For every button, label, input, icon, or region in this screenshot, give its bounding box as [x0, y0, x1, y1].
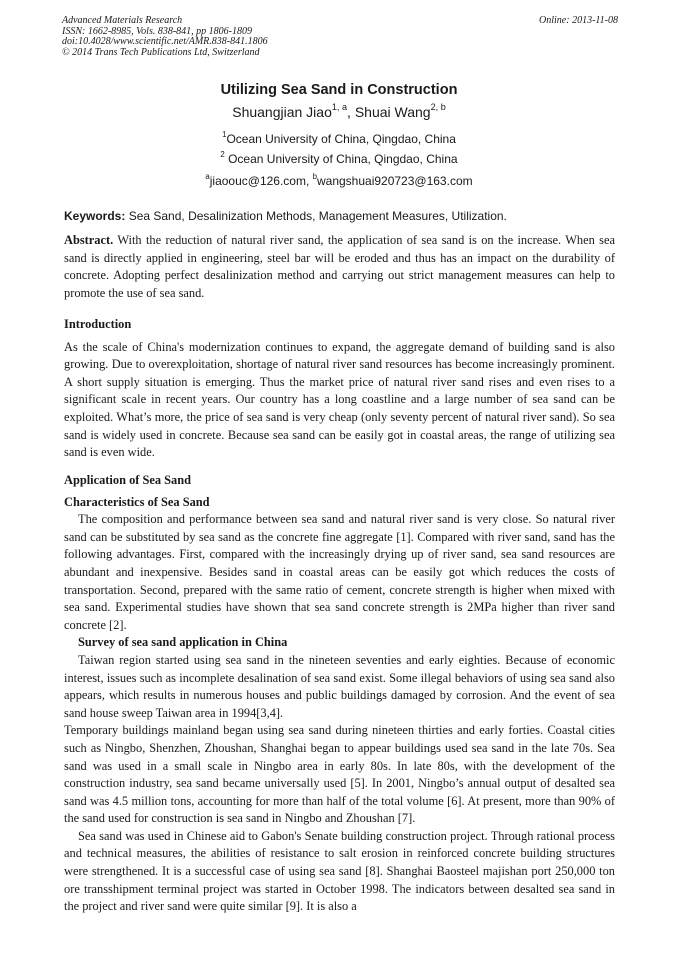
characteristics-paragraph: The composition and performance between sea sand and natural river sand is very close. So natural river sand can be substituted by sea sand as the concrete fine aggregate [1]. Compared with river sand, sand has the following advantages. First, compared with the increasingly drying up of river sand, sea sand resources are abundant and inexpensive. Besides sand in coastal areas can be easily got which reduces the costs of transportation. Second, prepared with the same ratio of cement, concrete strength is higher when mixed with sea sand. Experimental studies have shown that sea sand concrete strength is 2MPa higher than river sand concrete [2]. — [64, 512, 615, 632]
survey-paragraph-1: Taiwan region started using sea sand in the nineteen seventies and early eighties. Because of economic interest, issues such as incomplete desalination of sea sand exist. Some illegal behaviors of using sea sand also appears, which results in numerous houses and public buildings damaged by corrosion. And the event of sea sand house sweep Taiwan area in 1994[3,4]. — [64, 652, 615, 720]
survey-paragraph-2: Temporary buildings mainland began using sea sand during nineteen thirties and early forties. Coastal cities such as Ningbo, Shenzhen, Zhoushan, Shanghai began to appear buildings used sea sand in the late 70s. Sea sand was used in a small scale in Ningbo area in early 80s. In late 80s, with the development of the construction industry, sea sand became universally used [5]. In 2001, Ningbo’s annual output of desalted sea sand was 4.5 million tons, accounting for more than half of the total volume [6]. At present, more than 90% of the sand used for construction is sea sand in Ningbo and Zhoushan [7]. — [64, 723, 615, 826]
email-b-sup: b — [312, 172, 317, 182]
author-line — [40, 104, 638, 120]
introduction-heading: Introduction — [64, 317, 132, 331]
journal-header — [62, 16, 618, 58]
affiliation-2-text: Ocean University of China, Qingdao, China — [224, 152, 458, 166]
email-a-sup: a — [205, 172, 210, 182]
affiliation-1-sup: 1 — [222, 130, 227, 140]
journal-name: Advanced Materials Research — [62, 15, 183, 26]
affiliation-1 — [40, 132, 638, 146]
introduction-section — [64, 316, 615, 462]
survey-paragraph-3: Sea sand was used in Chinese aid to Gabon's Senate building construction project. Through rational process and technical measures, the abilities of resistance to salt erosion in reinforced concrete building structures were strengthened. It is a successful case of using sea sand [8]. Shanghai Baosteel majishan port 250,000 ton ore transshipment terminal project was started in October 1998. The indicators between desalted sea sand in the project and river sand were quite similar [9]. It is also a — [64, 828, 615, 914]
abstract-text: With the reduction of natural river sand, the application of sea sand is on the increase. When sea sand is directly applied in engineering, steel bar will be eroded and thus has an impact on the durability of concrete. Adopting perfect desalinization method and carrying out strict management measures can help to promote the use of sea sand. — [64, 233, 615, 300]
author-separator: , — [347, 104, 355, 120]
abstract — [64, 232, 615, 302]
copyright-line: © 2014 Trans Tech Publications Ltd, Switzerland — [62, 46, 260, 58]
author-1: Shuangjian Jiao — [232, 104, 332, 120]
abstract-paragraph — [64, 232, 615, 302]
affiliation-1-text: Ocean University of China, Qingdao, China — [226, 132, 456, 146]
survey-heading: Survey of sea sand application in China — [78, 635, 288, 650]
email-b[interactable]: wangshuai920723@163.com — [316, 174, 473, 188]
application-section — [64, 472, 615, 916]
email-a[interactable]: jiaoouc@126.com, — [209, 174, 313, 188]
email-line — [40, 174, 638, 188]
paper-title: Utilizing Sea Sand in Construction — [220, 82, 458, 98]
doi-line[interactable]: doi:10.4028/www.scientific.net/AMR.838-841.1806 — [62, 36, 268, 48]
keywords-text: Sea Sand, Desalinization Methods, Management Measures, Utilization. — [125, 209, 507, 223]
keywords-label: Keywords: — [64, 209, 126, 223]
application-heading: Application of Sea Sand — [64, 473, 192, 487]
affiliation-2-sup: 2 — [220, 150, 225, 160]
characteristics-heading: Characteristics of Sea Sand — [64, 494, 210, 509]
author-2: Shuai Wang — [354, 104, 431, 120]
online-date: Online: 2013-11-08 — [539, 15, 618, 26]
affiliation-2 — [40, 152, 638, 166]
introduction-paragraph: As the scale of China's modernization continues to expand, the aggregate demand of building sand is also growing. Due to overexploitation, shortage of natural river sand resources has become increasingly prominent. A short supply situation is emerging. Thus the market price of natural river sand rises and even rises to a significant scale in recent years. Our country has a long coastline and a large number of sea sand can be exploited. What’s more, the price of sea sand is very cheap (only seventy percent of natural river sand). So sea sand is widely used in concrete. Because sea sand can be easily got in coastal areas, the range of utilizing sea sand is even wide. — [64, 339, 615, 460]
author-1-sup: 1, a — [331, 102, 348, 113]
author-2-sup: 2, b — [430, 102, 446, 113]
abstract-label: Abstract. — [64, 233, 114, 247]
issn-line: ISSN: 1662-8985, Vols. 838-841, pp 1806-1809 — [62, 25, 252, 37]
keywords — [64, 209, 615, 223]
